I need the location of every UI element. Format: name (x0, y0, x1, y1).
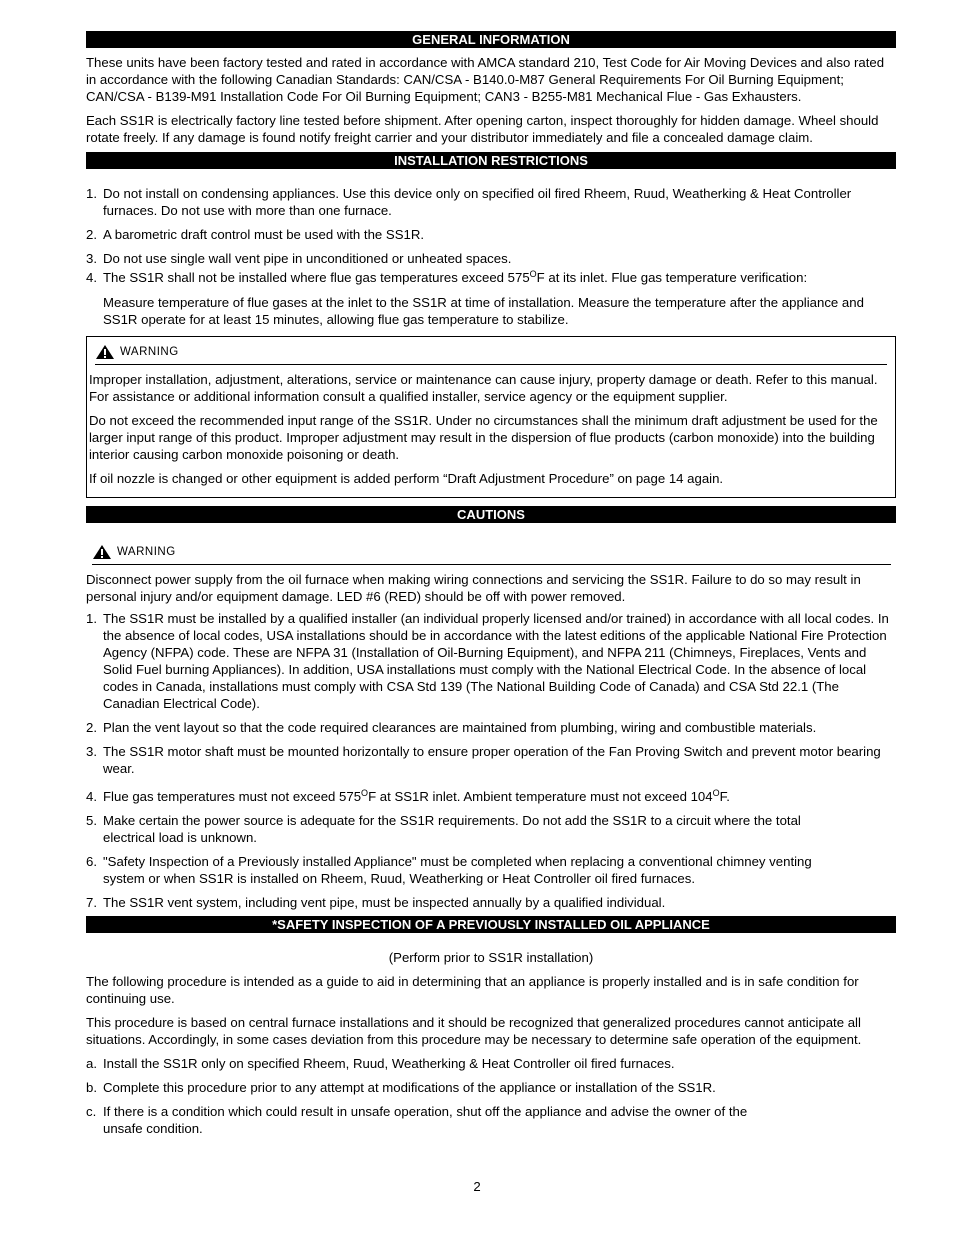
safety-item (86, 1103, 896, 1137)
item-number: 2. (86, 720, 97, 735)
item-text: Do not use single wall vent pipe in unconditioned or unheated spaces. (103, 251, 512, 266)
item-text: "Safety Inspection of a Previously installed Appliance" must be completed when replacing a conventional chimney venting system or when SS1R is installed on Rheem, Ruud, Weatherking or Heat Controller oil fired furnaces. (103, 854, 812, 886)
safety-item (86, 1079, 896, 1096)
cautions-header: CAUTIONS (86, 506, 896, 523)
item-number: 4. (86, 270, 97, 285)
restriction-item (86, 250, 896, 267)
item-number: 5. (86, 813, 97, 828)
safety-subtitle: (Perform prior to SS1R installation) (388, 950, 594, 965)
general-paragraph-1: These units have been factory tested and rated in accordance with AMCA standard 210, Test Code for Air Moving Devices and also rated in accordance with the following Canadian Standards: CAN/CSA - B140.0-M87 General Requirements For Oil Burning Equipment; CAN/CSA - B139-M91 Installation Code For Oil Burning Equipment; CAN3 - B255-M81 Mechanical Flue - Gas Exhausters. (86, 55, 885, 104)
item-text: Do not install on condensing appliances. Use this device only on specified oil fired Rheem, Ruud, Weatherking & Heat Controller furnaces. Do not use with more than one furnace. (103, 186, 852, 218)
item-text: The SS1R must be installed by a qualified installer (an individual properly licensed and/or trained) in accordance with all local codes. In the absence of local codes, USA installations should be in accordance with the latest editions of the applicable National Fire Protection Agency (NFPA) code. These are NFPA 31 (Installation of Oil-Burning Equipment), and NFPA 211 (Chimneys, Fireplaces, Vents and Solid Fuel burning Appliances). In addition, USA installations must comply with the National Electrical Code. In the absence of local codes in Canada, installations must comply with CSA Std 139 (The National Building Code of Canada) and CSA Std 22.1 (The Canadian Electrical Code). (103, 611, 889, 711)
item-letter: a. (86, 1056, 97, 1071)
item-text: The SS1R motor shaft must be mounted horizontally to ensure proper operation of the Fan Proving Switch and prevent motor bearing wear. (103, 744, 881, 776)
item-number: 3. (86, 251, 97, 266)
item-number: 7. (86, 895, 97, 910)
item-text: If there is a condition which could result in unsafe operation, shut off the appliance and advise the owner of the unsafe condition. (103, 1104, 748, 1136)
item-text: The SS1R shall not be installed where flue gas temperatures exceed 575 (103, 270, 530, 285)
item-number: 6. (86, 854, 97, 869)
cautions-intro: Disconnect power supply from the oil furnace when making wiring connections and servicing the SS1R. Failure to do so may result in personal injury and/or equipment damage. LED #6 (RED) should be off with power removed. (86, 572, 861, 604)
caution-item (86, 788, 896, 805)
item-text: Plan the vent layout so that the code required clearances are maintained from plumbing, wiring and combustible materials. (103, 720, 817, 735)
item-text: Install the SS1R only on specified Rheem, Ruud, Weatherking & Heat Controller oil fired furnaces. (103, 1056, 675, 1071)
safety-inspection-header: *SAFETY INSPECTION OF A PREVIOUSLY INSTALLED OIL APPLIANCE (86, 916, 896, 933)
warning-box (86, 336, 896, 498)
item-number: 4. (86, 789, 97, 804)
item-text: Complete this procedure prior to any attempt at modifications of the appliance or installation of the SS1R. (103, 1080, 716, 1095)
measure-paragraph: Measure temperature of flue gases at the inlet to the SS1R at time of installation. Measure the temperature after the appliance and SS1R operate for at least 15 minutes, allowing flue gas temperature to stabilize. (103, 295, 864, 327)
safety-paragraph-1: The following procedure is intended as a guide to aid in determining that an appliance is properly installed and is in safe condition for continuing use. (86, 974, 859, 1006)
warning-label: WARNING (117, 545, 176, 558)
caution-item (86, 812, 896, 846)
restriction-item (86, 226, 896, 243)
item-number: 2. (86, 227, 97, 242)
warning-paragraph-3: If oil nozzle is changed or other equipment is added perform “Draft Adjustment Procedure” on page 14 again. (89, 471, 724, 486)
item-text: Make certain the power source is adequate for the SS1R requirements. Do not add the SS1R to a circuit where the total electrical load is unknown. (103, 813, 801, 845)
degree-symbol: O (361, 788, 369, 798)
item-text: A barometric draft control must be used with the SS1R. (103, 227, 425, 242)
item-text: The SS1R vent system, including vent pipe, must be inspected annually by a qualified individual. (103, 895, 666, 910)
degree-symbol: O (712, 788, 720, 798)
item-number: 3. (86, 744, 97, 759)
caution-item (86, 743, 896, 777)
restriction-item (86, 185, 896, 219)
general-information-header: GENERAL INFORMATION (86, 31, 896, 48)
page-content (86, 31, 896, 1144)
safety-item (86, 1055, 896, 1072)
warning-triangle-icon (92, 544, 112, 560)
warning-paragraph-2: Do not exceed the recommended input range of the SS1R. Under no circumstances shall the minimum draft adjustment be used for the larger input range of this product. Improper adjustment may result in the dispersion of flue products (carbon monoxide) into the building interior causing carbon monoxide poisoning or death. (89, 413, 878, 462)
caution-item (86, 719, 896, 736)
caution-item (86, 610, 896, 712)
item-letter: b. (86, 1080, 97, 1095)
warning-header (95, 343, 887, 365)
item-number: 1. (86, 186, 97, 201)
item-letter: c. (86, 1104, 97, 1119)
restriction-item (86, 269, 896, 286)
caution-item (86, 853, 896, 887)
safety-paragraph-2: This procedure is based on central furnace installations and it should be recognized that generalized procedures cannot anticipate all situations. Accordingly, in some cases deviation from this procedure may be necessary to determine safe operation of the equipment. (86, 1015, 862, 1047)
item-text: F at its inlet. Flue gas temperature verification: (536, 270, 808, 285)
warning-paragraph-1: Improper installation, adjustment, alterations, service or maintenance can cause injury, property damage or death. Refer to this manual. For assistance or additional information consult a qualified installer, service agency or the equipment supplier. (89, 372, 878, 404)
item-text: Flue gas temperatures must not exceed 575 (103, 789, 362, 804)
warning-label: WARNING (120, 345, 179, 358)
item-text: F at SS1R inlet. Ambient temperature must not exceed 104 (368, 789, 713, 804)
page-number: 2 (473, 1179, 481, 1194)
degree-symbol: O (529, 269, 537, 279)
item-number: 1. (86, 611, 97, 626)
caution-item (86, 894, 896, 911)
cautions-warning-header (92, 543, 891, 565)
installation-restrictions-header: INSTALLATION RESTRICTIONS (86, 152, 896, 169)
item-text: F. (719, 789, 730, 804)
general-paragraph-2: Each SS1R is electrically factory line tested before shipment. After opening carton, inspect thoroughly for hidden damage. Wheel should rotate freely. If any damage is found notify freight carrier and your distributor immediately and file a concealed damage claim. (86, 113, 879, 145)
warning-triangle-icon (95, 344, 115, 360)
